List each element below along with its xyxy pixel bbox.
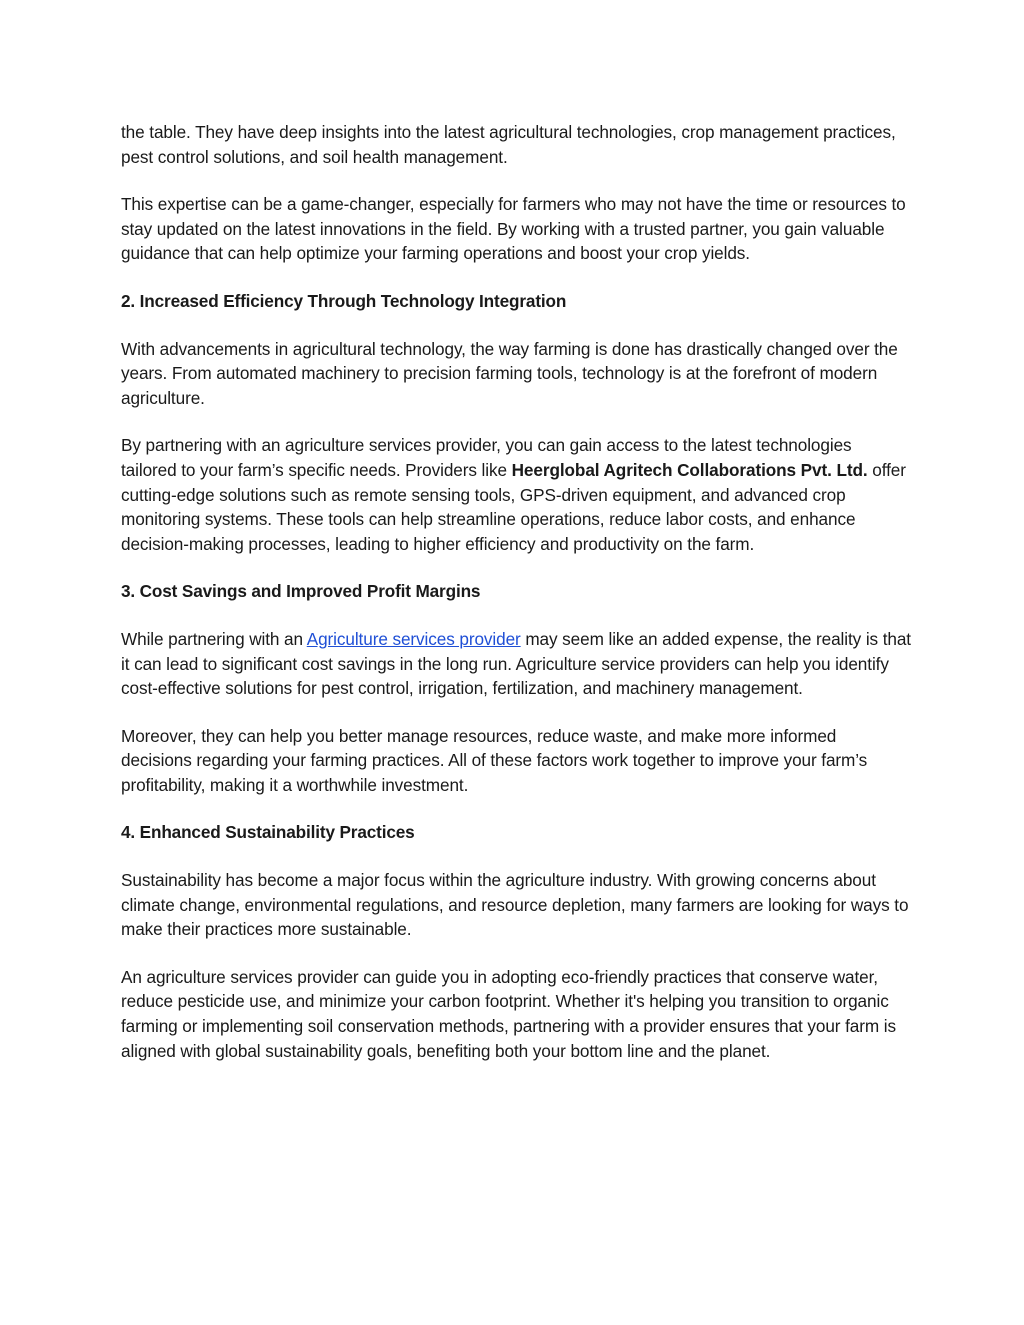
document-page [121,120,911,1086]
paragraph-sustainability: Sustainability has become a major focus within the agriculture industry. With growing concerns about climate change, environmental regulations, and resource depletion, many farmers are looking for ways to make their practices more sustainable. [121,870,909,940]
section-heading-sustainability: 4. Enhanced Sustainability Practices [121,822,415,843]
paragraph-advancements: With advancements in agricultural technology, the way farming is done has drastically changed over the years. From automated machinery to precision farming tools, technology is at the forefront of modern agriculture. [121,338,898,408]
paragraph-expertise: This expertise can be a game-changer, especially for farmers who may not have the time or resources to stay updated on the latest innovations in the field. By working with a trusted partner, you gain valuable guidance that can help optimize your farming operations and boost your crop yields. [121,194,906,264]
paragraph-partnering-text-before: By partnering with an agriculture services provider, you can gain access to the latest technologies tailored to your farm’s specific needs. Providers like [121,435,852,480]
paragraph-intro-continued: the table. They have deep insights into the latest agricultural technologies, crop management practices, pest control solutions, and soil health management. [121,122,896,167]
paragraph-cost-text-after: may seem like an added expense, the reality is that it can lead to significant cost savings in the long run. Agriculture service providers can help you identify cost-effective solutions for pest control, irrigation, fertilization, and machinery management. [121,628,911,699]
paragraph-eco-friendly: An agriculture services provider can guide you in adopting eco-friendly practices that conserve water, reduce pesticide use, and minimize your carbon footprint. Whether it's helping you transition to organic farming or implementing soil conservation methods, partnering with a provider ensures that your farm is aligned with global sustainability goals, benefiting both your bottom line and the planet. [121,966,896,1061]
paragraph-resources: Moreover, they can help you better manage resources, reduce waste, and make more informed decisions regarding your farming practices. All of these factors work together to improve your farm’s profitability, making it a worthwhile investment. [121,725,868,795]
section-heading-efficiency: 2. Increased Efficiency Through Technology Integration [121,290,567,311]
paragraph-partnering-text-after: offer cutting-edge solutions such as remote sensing tools, GPS-driven equipment, and advanced crop monitoring systems. These tools can help streamline operations, reduce labor costs, and enhance decision-making processes, leading to higher efficiency and productivity on the farm. [121,459,906,554]
agriculture-services-provider-link[interactable]: Agriculture services provider [306,628,521,649]
paragraph-partnering [121,433,911,556]
section-heading-cost-savings: 3. Cost Savings and Improved Profit Margins [121,581,481,602]
paragraph-cost-text-before: While partnering with an [121,628,307,649]
paragraph-cost [121,627,911,701]
company-name-bold: Heerglobal Agritech Collaborations Pvt. Ltd. [511,459,868,480]
